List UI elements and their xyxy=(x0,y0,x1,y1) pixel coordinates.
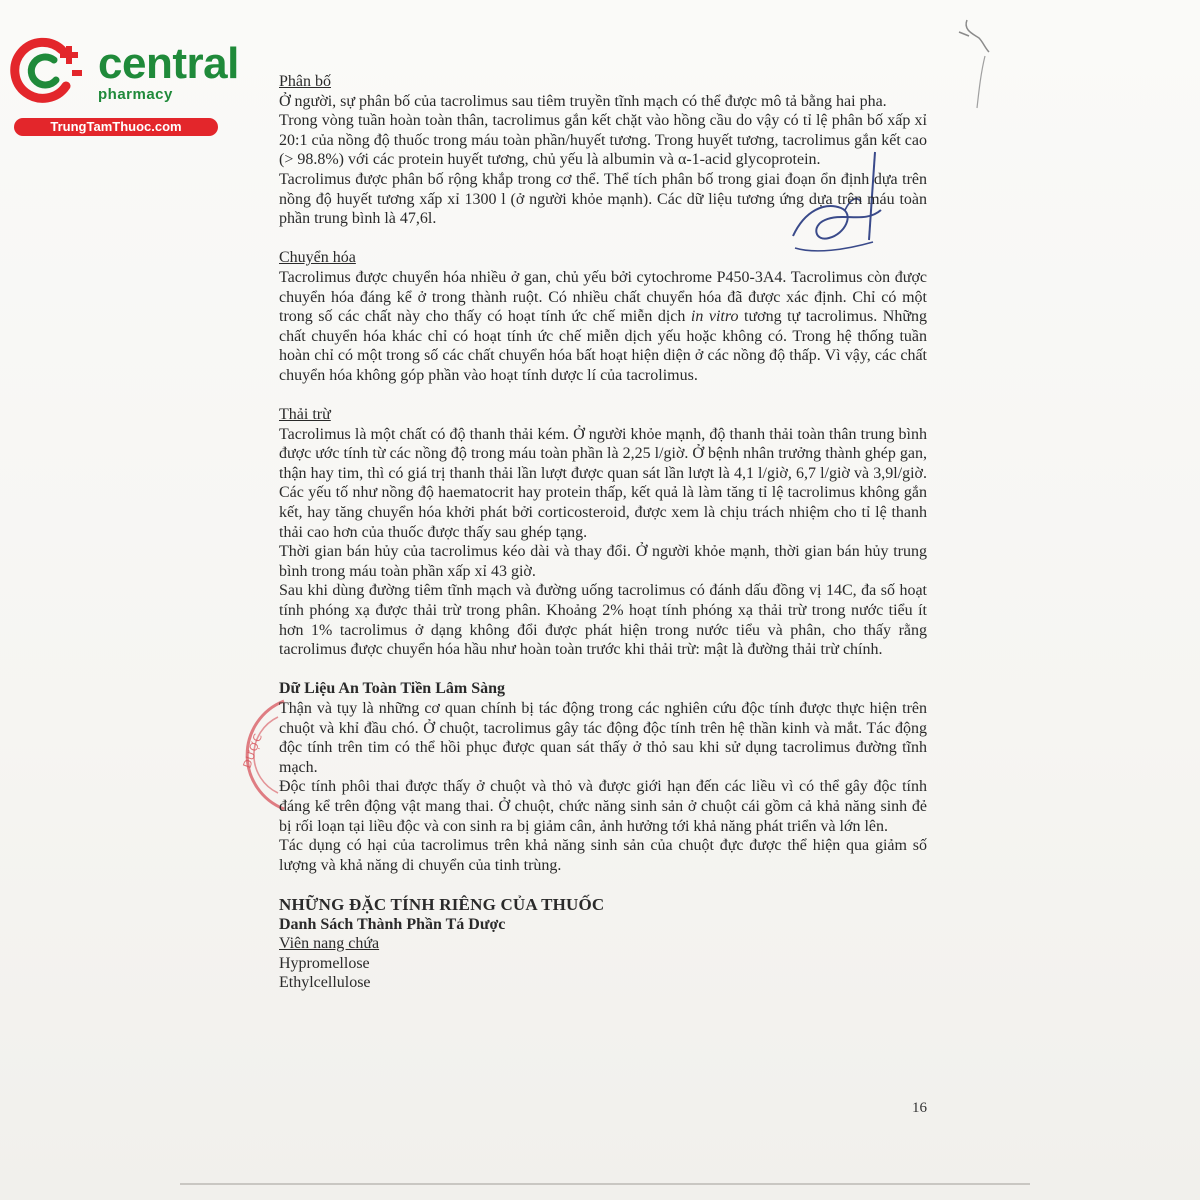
corner-scribble-icon xyxy=(955,12,1015,112)
logo-url-link[interactable]: TrungTamThuoc.com xyxy=(14,118,218,136)
distribution-paragraph-1: Ở người, sự phân bố của tacrolimus sau tiêm truyền tĩnh mạch có thể được mô tả bằng hai pha. xyxy=(279,92,887,110)
elimination-paragraph-3: Sau khi dùng đường tiêm tĩnh mạch và đường uống tacrolimus có đánh dấu đồng vị 14C, đa số hoạt tính phóng xạ được thải trừ trong phân. Khoảng 2% hoạt tính phóng xạ thải trừ trong nước tiểu ít hơn 1% tacrolimus ở dạng không đổi được phát hiện trong nước tiểu và phân, cho thấy rằng tacrolimus được chuyển hóa hầu như hoàn toàn trước khi thải trừ: mật là đường thải trừ chính. xyxy=(279,582,927,659)
excipients-subtitle: Danh Sách Thành Phần Tá Dược xyxy=(279,915,506,933)
preclinical-paragraph-1: Thận và tụy là những cơ quan chính bị tác động trong các nghiên cứu độc tính được thực hiện trên chuột và khỉ đầu chó. Ở chuột, tacrolimus gây tác động độc tính trên hệ thần kinh và mắt. Tác động độc tính trên tim có thể hồi phục được quan sát thấy ở thỏ sau khi sử dụng tacrolimus đường tĩnh mạch. xyxy=(279,700,927,776)
elimination-paragraph-2: Thời gian bán hủy của tacrolimus kéo dài và thay đổi. Ở người khỏe mạnh, thời gian bán hủy trung bình trong máu toàn phần xấp xỉ 43 giờ. xyxy=(279,543,927,580)
logo-brand-text: central xyxy=(98,39,239,88)
elimination-heading: Thải trừ xyxy=(279,406,331,424)
metabolism-paragraph xyxy=(279,268,927,386)
metabolism-text-a: Tacrolimus được chuyển hóa nhiều ở gan, chủ yếu bởi cytochrome P450-3A4. Tacrolimus còn được chuyển hóa đáng kể ở trong thành ruột. Có nhiều chất chuyển hóa đã được xác định. Chỉ có một trong số các chất này cho thấy có hoạt tính ức chế miễn dịch xyxy=(279,268,927,326)
excipient-item: Ethylcellulose xyxy=(279,974,371,992)
metabolism-text-b: tương tự tacrolimus. Những chất chuyển hóa khác chỉ có hoạt tính ức chế miễn dịch yếu hoặc không có. Trong hệ thống tuần hoàn chỉ có một trong số các chất chuyển hóa bất hoạt hiện diện ở các nồng độ thấp. Vì vậy, các chất chuyển hóa không góp phần vào hoạt tính dược lí của tacrolimus. xyxy=(279,308,928,384)
elimination-paragraph-1: Tacrolimus là một chất có độ thanh thải kém. Ở người khỏe mạnh, độ thanh thải toàn thân trung bình được ước tính từ các nồng độ trong máu toàn phần là 2,25 l/giờ. Ở bệnh nhân trưởng thành ghép gan, thận hay tim, thì có giá trị thanh thải lần lượt được quan sát lần lượt là 4,1 l/giờ, 6,7 l/giờ và 3,9l/giờ. Các yếu tố như nồng độ haematocrit hay protein thấp, kết quả là làm tăng tỉ lệ tacrolimus không gắn kết, hay tăng chuyển hóa khởi phát bởi corticosteroid, được xem là chịu trách nhiệm cho tỉ lệ thanh thải cao hơn của thuốc được thấy sau ghép tạng. xyxy=(279,425,927,541)
document-body xyxy=(279,72,927,993)
excipient-item: Hypromellose xyxy=(279,954,370,972)
pharmacy-c-logo-icon xyxy=(10,36,88,106)
page-bottom-divider xyxy=(180,1183,1030,1185)
distribution-paragraph-2: Trong vòng tuần hoàn toàn thân, tacrolimus gắn kết chặt vào hồng cầu do vậy có tỉ lệ phân bố xấp xỉ 20:1 của nồng độ thuốc trong máu toàn phần/huyết tương. Trong huyết tương, tacrolimus gắn kết cao (> 98.8%) với các protein huyết tương, chủ yếu là albumin và α-1-acid glycoprotein. xyxy=(279,112,927,169)
metabolism-italic-term: in vitro xyxy=(690,308,739,326)
metabolism-heading: Chuyển hóa xyxy=(279,249,356,267)
capsule-heading: Viên nang chứa xyxy=(279,935,380,953)
distribution-paragraph-3: Tacrolimus được phân bố rộng khắp trong cơ thể. Thể tích phân bố trong giai đoạn ổn định dựa trên nồng độ huyết tương xấp xỉ 1300 l (ở người khỏe mạnh). Các dữ liệu tương ứng dựa trên máu toàn phần trung bình là 47,6l. xyxy=(279,170,927,228)
page-number: 16 xyxy=(912,1100,927,1116)
preclinical-paragraph-3: Tác dụng có hại của tacrolimus trên khả năng sinh sản của chuột đực được thể hiện qua giảm số lượng và khả năng di chuyển của tinh trùng. xyxy=(279,837,927,874)
preclinical-paragraph-2: Độc tính phôi thai được thấy ở chuột và thỏ và được giới hạn đến các liều vì có thể gây độc tính đáng kể trên động vật mang thai. Ở chuột, chức năng sinh sản ở chuột cái gồm cả khả năng sinh đẻ bị rối loạn tại liều độc và con sinh ra bị giảm cân, ảnh hưởng tới khả năng phát triển và lớn lên. xyxy=(279,778,927,835)
properties-title: NHỮNG ĐẶC TÍNH RIÊNG CỦA THUỐC xyxy=(279,894,605,914)
logo-sub-text: pharmacy xyxy=(98,86,173,103)
svg-text:DƯỢC: DƯỢC xyxy=(240,732,266,771)
distribution-heading: Phân bố xyxy=(279,73,331,90)
preclinical-heading: Dữ Liệu An Toàn Tiền Lâm Sàng xyxy=(279,680,505,698)
central-pharmacy-logo[interactable] xyxy=(10,36,239,136)
